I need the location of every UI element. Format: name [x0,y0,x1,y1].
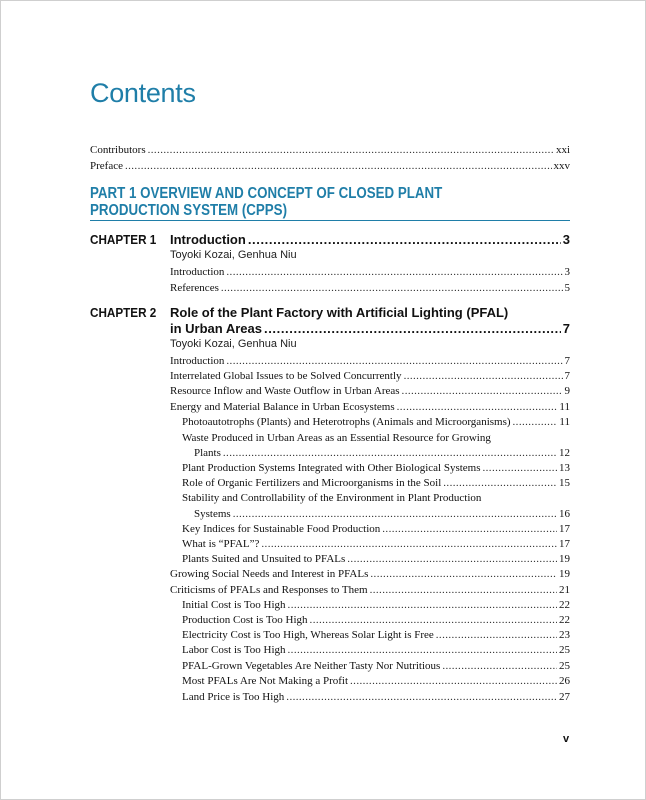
toc-subentry[interactable]: Plants Suited and Unsuited to PFALs ..... 19 [182,552,570,566]
toc-subentry[interactable]: Land Price is Too High ..... 27 [182,690,570,704]
chapter-1-title: Introduction [170,232,246,247]
toc-subentry[interactable]: Most PFALs Are Not Making a Profit ..... 26 [182,674,570,688]
toc-entry-contributors[interactable]: Contributors ..... xxi [90,143,570,157]
toc-subentry[interactable]: Electricity Cost is Too High, Whereas Solar Light is Free ..... 23 [182,628,570,642]
part-heading [90,185,503,219]
chapter-2-number: CHAPTER 2 [90,305,157,320]
chapter-2-title-line1: Role of the Plant Factory with Artificial Lighting (PFAL) [170,305,509,320]
part-heading-line2: PRODUCTION SYSTEM (CPPS) [90,202,288,219]
chapter-2-title-entry[interactable] [170,321,570,336]
toc-subentry[interactable]: What is “PFAL”? ..... 17 [182,537,570,551]
page-title: Contents [90,78,196,108]
toc-subentry[interactable]: Plant Production Systems Integrated with Other Biological Systems ..... 13 [182,461,570,475]
toc-subentry[interactable]: Initial Cost is Too High ..... 22 [182,598,570,612]
toc-entry[interactable]: Interrelated Global Issues to be Solved Concurrently ..... 7 [170,369,570,383]
toc-entry[interactable]: Criticisms of PFALs and Responses to Them ..... 21 [170,583,570,597]
toc-entry[interactable]: Resource Inflow and Waste Outflow in Urban Areas ..... 9 [170,384,570,398]
toc-subentry[interactable]: Photoautotrophs (Plants) and Heterotrophs (Animals and Microorganisms) ..... 11 [182,415,570,429]
chapter-2-title-line2: in Urban Areas [170,321,262,336]
toc-subentry-line1[interactable]: Waste Produced in Urban Areas as an Essential Resource for Growing [182,432,491,444]
toc-entry[interactable]: Growing Social Needs and Interest in PFALs ..... 19 [170,567,570,581]
toc-subentry[interactable]: Labor Cost is Too High ..... 25 [182,643,570,657]
page-number: v [563,733,570,745]
chapter-1-page: 3 [562,232,570,247]
toc-entry[interactable]: References ..... 5 [170,281,570,295]
toc-subentry[interactable]: Systems ..... 16 [194,507,570,521]
chapter-2-authors: Toyoki Kozai, Genhua Niu [170,338,297,350]
toc-subentry[interactable]: Plants ..... 12 [194,446,570,460]
toc-subentry[interactable]: PFAL-Grown Vegetables Are Neither Tasty Nor Nutritious ..... 25 [182,659,570,673]
toc-entry[interactable]: Introduction ..... 3 [170,265,570,279]
chapter-2-page: 7 [562,321,570,336]
toc-entry-preface[interactable]: Preface ..... xxv [90,159,570,173]
toc-entry[interactable]: Energy and Material Balance in Urban Ecosystems ..... 11 [170,400,570,414]
toc-subentry[interactable]: Role of Organic Fertilizers and Microorganisms in the Soil ..... 15 [182,476,570,490]
chapter-1-title-entry[interactable] [170,232,570,247]
chapter-1-number: CHAPTER 1 [90,232,157,247]
chapter-1-authors: Toyoki Kozai, Genhua Niu [170,249,297,261]
part-heading-line1: PART 1 OVERVIEW AND CONCEPT OF CLOSED PLANT [90,185,443,202]
toc-subentry[interactable]: Production Cost is Too High ..... 22 [182,613,570,627]
toc-entry[interactable]: Introduction ..... 7 [170,354,570,368]
part-divider [90,220,570,221]
toc-subentry[interactable]: Key Indices for Sustainable Food Production ..... 17 [182,522,570,536]
toc-subentry-line1[interactable]: Stability and Controllability of the Environment in Plant Production [182,492,482,504]
